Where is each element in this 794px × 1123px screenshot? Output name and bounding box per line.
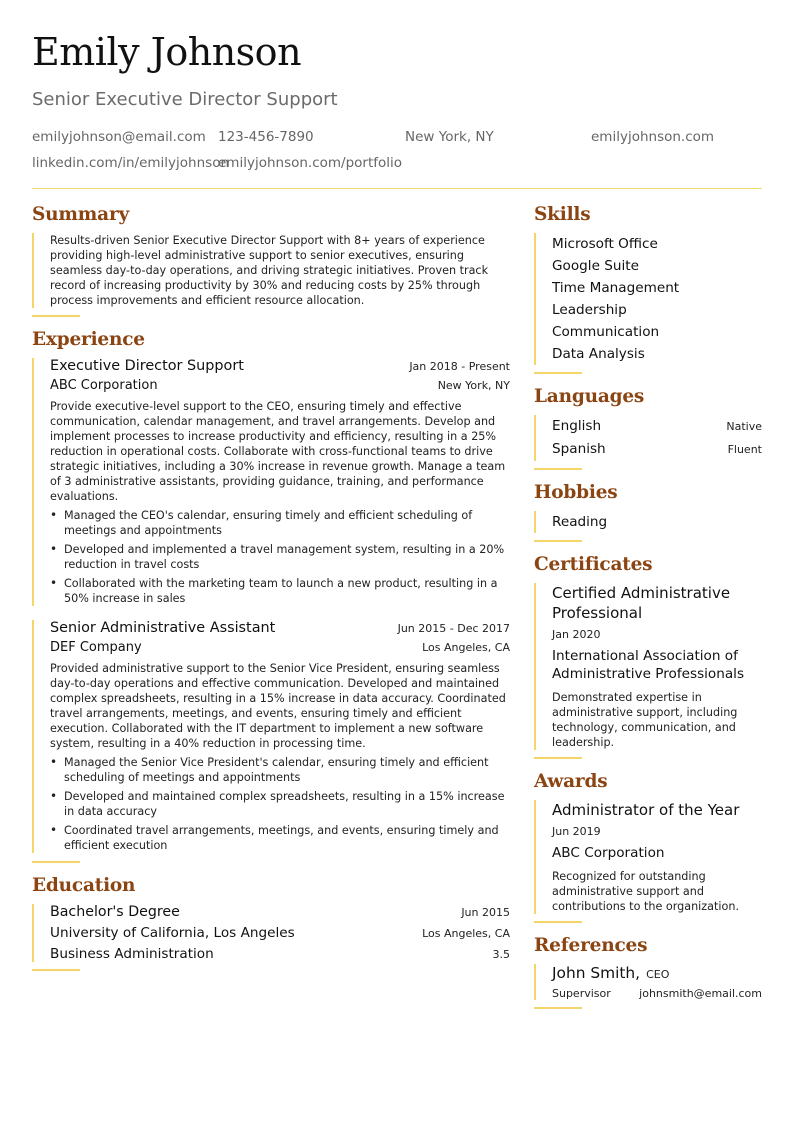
experience-heading: Experience bbox=[32, 329, 145, 350]
skills-block bbox=[534, 233, 762, 365]
job-date: Jan 2018 - Present bbox=[409, 360, 510, 373]
hobby-item: Reading bbox=[552, 514, 608, 530]
hobbies-block bbox=[534, 511, 762, 533]
edu-location: Los Angeles, CA bbox=[422, 927, 510, 940]
contact-phone: 123-456-7890 bbox=[218, 129, 314, 145]
section-underline bbox=[534, 921, 582, 923]
award-description: Recognized for outstanding administrative support and contributions to the organization. bbox=[552, 870, 740, 913]
job-bullet: • Coordinated travel arrangements, meetings, and events, ensuring timely and efficient execution bbox=[50, 823, 510, 853]
award-date: Jun 2019 bbox=[552, 825, 601, 838]
contact-linkedin[interactable]: linkedin.com/in/emilyjohnson bbox=[32, 155, 230, 171]
certificate-date: Jan 2020 bbox=[552, 628, 601, 641]
section-underline bbox=[534, 372, 582, 374]
section-underline bbox=[534, 468, 582, 470]
awards-section bbox=[534, 771, 762, 923]
hobbies-section bbox=[534, 482, 762, 542]
job-bullet: • Developed and maintained complex spreadsheets, resulting in a 15% increase in data accuracy bbox=[50, 789, 510, 819]
section-underline bbox=[32, 315, 80, 317]
job-entry bbox=[32, 620, 510, 853]
job-description: Provided administrative support to the Senior Vice President, ensuring seamless day-to-day operations and effective communication. Developed and maintained complex spreadsheets, resulting in a 15% increase in data accuracy. Coordinated travel arrangements, meetings, and events, ensuring timely and efficient execution. Collaborated with the IT department to implement a new software system, resulting in a 40% reduction in processing time. bbox=[50, 662, 506, 750]
job-title: Executive Director Support bbox=[50, 358, 244, 374]
job-entry bbox=[32, 358, 510, 606]
summary-block bbox=[32, 233, 510, 308]
job-bullets bbox=[50, 508, 510, 606]
job-location: New York, NY bbox=[437, 379, 510, 392]
job-company: DEF Company bbox=[50, 640, 142, 655]
job-bullet: • Developed and implemented a travel management system, resulting in a 20% reduction in travel costs bbox=[50, 542, 510, 572]
job-title: Senior Administrative Assistant bbox=[50, 620, 276, 636]
summary-section bbox=[32, 204, 510, 317]
languages-heading: Languages bbox=[534, 386, 645, 407]
job-bullet: • Collaborated with the marketing team to launch a new product, resulting in a 50% increase in sales bbox=[50, 576, 510, 606]
contact-portfolio[interactable]: emilyjohnson.com/portfolio bbox=[218, 155, 403, 171]
reference-relation: Supervisor bbox=[552, 987, 611, 1000]
education-block bbox=[32, 904, 510, 962]
reference-title: CEO bbox=[646, 968, 670, 981]
language-row bbox=[552, 415, 762, 438]
experience-section bbox=[32, 329, 510, 863]
language-name: Spanish bbox=[552, 441, 606, 457]
candidate-title: Senior Executive Director Support bbox=[32, 89, 338, 110]
languages-section bbox=[534, 386, 762, 470]
certificate-block bbox=[534, 583, 762, 750]
hobbies-heading: Hobbies bbox=[534, 482, 618, 503]
section-underline bbox=[534, 540, 582, 542]
references-section bbox=[534, 935, 762, 1009]
certificate-org: International Association of Administrative Professionals bbox=[552, 648, 745, 682]
section-underline bbox=[534, 757, 582, 759]
awards-heading: Awards bbox=[534, 771, 608, 792]
award-org: ABC Corporation bbox=[552, 845, 665, 861]
summary-text: Results-driven Senior Executive Director Support with 8+ years of experience providing high-level administrative support to senior executives, ensuring seamless day-to-day operations, and driving strategic initiatives. Proven track record of increasing productivity by 30% and reducing costs by 25% through process improvements and efficient resource allocation. bbox=[50, 234, 489, 307]
certificate-description: Demonstrated expertise in administrative support, including technology, communication, and leadership. bbox=[552, 691, 738, 749]
language-row bbox=[552, 438, 762, 461]
language-level: Native bbox=[726, 420, 762, 433]
contact-website[interactable]: emilyjohnson.com bbox=[591, 129, 715, 145]
skill-item: Microsoft Office bbox=[552, 236, 658, 252]
job-bullets bbox=[50, 755, 510, 853]
left-column bbox=[32, 204, 510, 983]
job-description: Provide executive-level support to the CEO, ensuring timely and effective communication, calendar management, and travel arrangements. Develop and implement processes to increase productivity and efficiency, resulting in a 25% reduction in operational costs. Collaborate with cross-functional teams to drive strategic initiatives, including a 30% increase in revenue growth. Manage a team of 3 administrative assistants, providing guidance, training, and performance evaluations. bbox=[50, 400, 506, 503]
summary-heading: Summary bbox=[32, 204, 130, 225]
edu-degree: Bachelor's Degree bbox=[50, 904, 180, 920]
skill-item: Communication bbox=[552, 324, 660, 340]
skill-item: Data Analysis bbox=[552, 346, 645, 362]
edu-date: Jun 2015 bbox=[461, 906, 510, 919]
job-date: Jun 2015 - Dec 2017 bbox=[397, 622, 510, 635]
reference-name: John Smith, bbox=[552, 964, 641, 982]
skills-section bbox=[534, 204, 762, 374]
right-column bbox=[534, 204, 762, 1021]
languages-block bbox=[534, 415, 762, 461]
certificates-heading: Certificates bbox=[534, 554, 653, 575]
references-heading: References bbox=[534, 935, 648, 956]
skills-heading: Skills bbox=[534, 204, 591, 225]
job-company: ABC Corporation bbox=[50, 378, 158, 393]
language-name: English bbox=[552, 418, 602, 434]
reference-email[interactable]: johnsmith@email.com bbox=[639, 987, 762, 1000]
reference-block bbox=[534, 964, 762, 1000]
job-bullet: • Managed the CEO's calendar, ensuring timely and efficient scheduling of meetings and appointments bbox=[50, 508, 510, 538]
section-underline bbox=[534, 1007, 582, 1009]
skill-item: Leadership bbox=[552, 302, 627, 318]
section-underline bbox=[32, 861, 80, 863]
certificate-name: Certified Administrative Professional bbox=[552, 584, 731, 622]
certificates-section bbox=[534, 554, 762, 759]
job-location: Los Angeles, CA bbox=[422, 641, 510, 654]
education-heading: Education bbox=[32, 875, 136, 896]
edu-school: University of California, Los Angeles bbox=[50, 925, 295, 941]
edu-gpa: 3.5 bbox=[492, 948, 510, 961]
candidate-name: Emily Johnson bbox=[32, 30, 302, 74]
header-divider bbox=[32, 188, 762, 189]
contact-email[interactable]: emilyjohnson@email.com bbox=[32, 129, 206, 145]
skill-item: Time Management bbox=[552, 280, 680, 296]
award-block bbox=[534, 800, 762, 914]
job-bullet: • Managed the Senior Vice President's calendar, ensuring timely and efficient scheduling of meetings and appointments bbox=[50, 755, 510, 785]
language-level: Fluent bbox=[727, 443, 762, 456]
section-underline bbox=[32, 969, 80, 971]
award-name: Administrator of the Year bbox=[552, 801, 740, 819]
edu-field: Business Administration bbox=[50, 946, 214, 962]
contact-location: New York, NY bbox=[405, 129, 494, 145]
skill-item: Google Suite bbox=[552, 258, 639, 274]
education-section bbox=[32, 875, 510, 971]
